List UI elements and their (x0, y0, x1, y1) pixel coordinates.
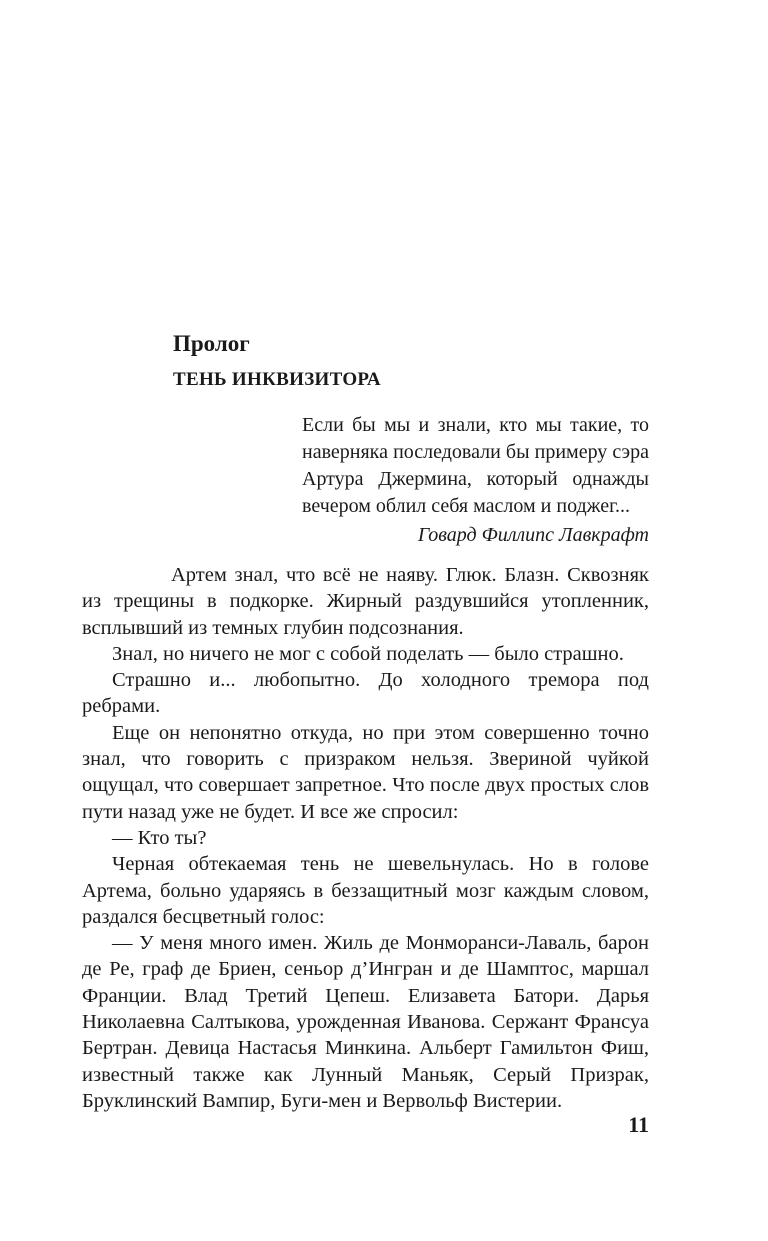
chapter-subtitle: ТЕНЬ ИНКВИЗИТОРА (173, 369, 381, 390)
paragraph: Черная обтекаемая тень не шевельнулась. Но в голове Артема, больно ударяясь в беззащитный мозг каждым словом, раздался бесцветный голос: (82, 853, 649, 928)
paragraph: Страшно и... любопытно. До холодного тремора под ребрами. (82, 669, 649, 718)
page-number: 11 (628, 1112, 649, 1137)
chapter-title: Пролог (173, 331, 250, 356)
dialogue-line: — У меня много имен. Жиль де Монморанси-Лаваль, барон де Ре, граф де Бриен, сеньор д’Ингран и де Шамптос, маршал Франции. Влад Третий Цепеш. Елизавета Батори. Дарья Николаевна Салтыкова, урожденная Иванова. Сержант Франсуа Бертран. Девица Настасья Минкина. Альберт Гамильтон Фиш, известный также как Лунный Маньяк, Серый Призрак, Бруклинский Вампир, Буги-мен и Вервольф Вистерии. (82, 932, 649, 1112)
paragraph: Еще он непонятно откуда, но при этом совершенно точно знал, что говорить с призраком нельзя. Звериной чуйкой ощущал, что совершает запретное. Что после двух простых слов пути назад уже не будет. И все же спросил: (82, 721, 649, 823)
paragraph: Артем знал, что всё не наяву. Глюк. Блазн. Сквозняк из трещины в подкорке. Жирный раздувшийся утопленник, всплывший из темных глубин подсознания. (82, 564, 649, 639)
epigraph-author: Говард Филлипс Лавкрафт (417, 524, 649, 546)
body-text (82, 562, 649, 1114)
dialogue-line: — Кто ты? (112, 826, 207, 849)
epigraph-text: Если бы мы и знали, кто мы такие, то наверняка последовали бы примеру сэра Артура Джермина, который однажды вечером облил себя маслом и поджег... (302, 414, 649, 517)
epigraph (302, 412, 649, 549)
paragraph: Знал, но ничего не мог с собой поделать — было страшно. (112, 642, 624, 665)
